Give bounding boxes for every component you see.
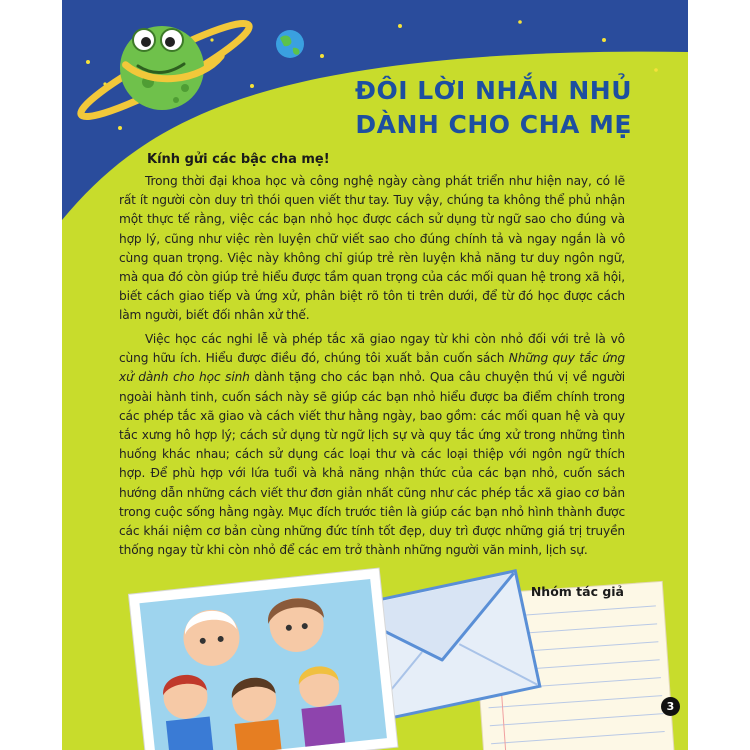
paragraph-2-before: Việc học các nghi lễ và phép tắc xã giao ngay từ khi còn nhỏ đối với trẻ là vô cùng hữu ích. Hiểu được điều đó, chúng tôi xuất bản cuốn sách xyxy=(119,332,625,366)
page-title-line-1: ĐÔI LỜI NHẮN NHỦ xyxy=(355,76,632,105)
signature: Nhóm tác giả xyxy=(530,584,624,599)
book-title: Những quy tắc ứng xử dành cho học sinh xyxy=(119,351,625,385)
page-number-badge: 3 xyxy=(661,697,680,716)
paragraph-1: Trong thời đại khoa học và công nghệ ngày càng phát triển như hiện nay, có lẽ rất ít người còn duy trì thói quen viết thư tay. Tuy vậy, chúng ta không thể phủ nhận một thực tế rằng, việc các bạn nhỏ học được cách sử dụng từ ngữ sao cho đúng và hợp lý, cũng như việc rèn luyện chữ viết sao cho đúng chính tả và ngay ngắn là vô cùng quan trọng. Việc này không chỉ giúp trẻ rèn luyện khả năng tư duy ngôn ngữ, mà qua đó còn giúp trẻ hiểu được tầm quan trọng của các mối quan hệ trong xã hội, biết cách giao tiếp và ứng xử, phân biệt rõ tôn ti trên dưới, để từ đó học được cách làm người, biết đối nhân xử thế. xyxy=(119,174,625,323)
page-title-line-2: DÀNH CHO CHA MẸ xyxy=(355,110,632,139)
paragraph-2 xyxy=(119,330,625,560)
family-photo-icon xyxy=(128,568,397,750)
paragraph-2-after: dành tặng cho các bạn nhỏ. Qua câu chuyện thú vị về người ngoài hành tinh, cuốn sách này sẽ giúp các bạn nhỏ hiểu được ba điểm chính trong các phép tắc xã giao và cách viết thư hằng ngày, bao gồm: các mối quan hệ và quy tắc xưng hô hợp lý; cách sử dụng từ ngữ lịch sự và quy tắc ứng xử trong những tình huống khác nhau; cách sử dụng các loại thư và các loại thiệp với ngôn ngữ thích hợp. Để phù hợp với lứa tuổi và khả năng nhận thức của các bạn nhỏ, cuốn sách hướng dẫn những cách viết thư đơn giản nhất cũng như các phép tắc xã giao cơ bản trong cuộc sống hằng ngày. Mục đích trước tiên là giúp các bạn nhỏ hình thành được các khái niệm cơ bản cùng những đức tính tốt đẹp, duy trì được những giá trị truyền thống ngay từ khi còn nhỏ để các em trở thành những người văn minh, lịch sự. xyxy=(119,370,625,558)
earth-icon xyxy=(276,30,304,58)
greeting: Kính gửi các bậc cha mẹ! xyxy=(147,152,330,167)
